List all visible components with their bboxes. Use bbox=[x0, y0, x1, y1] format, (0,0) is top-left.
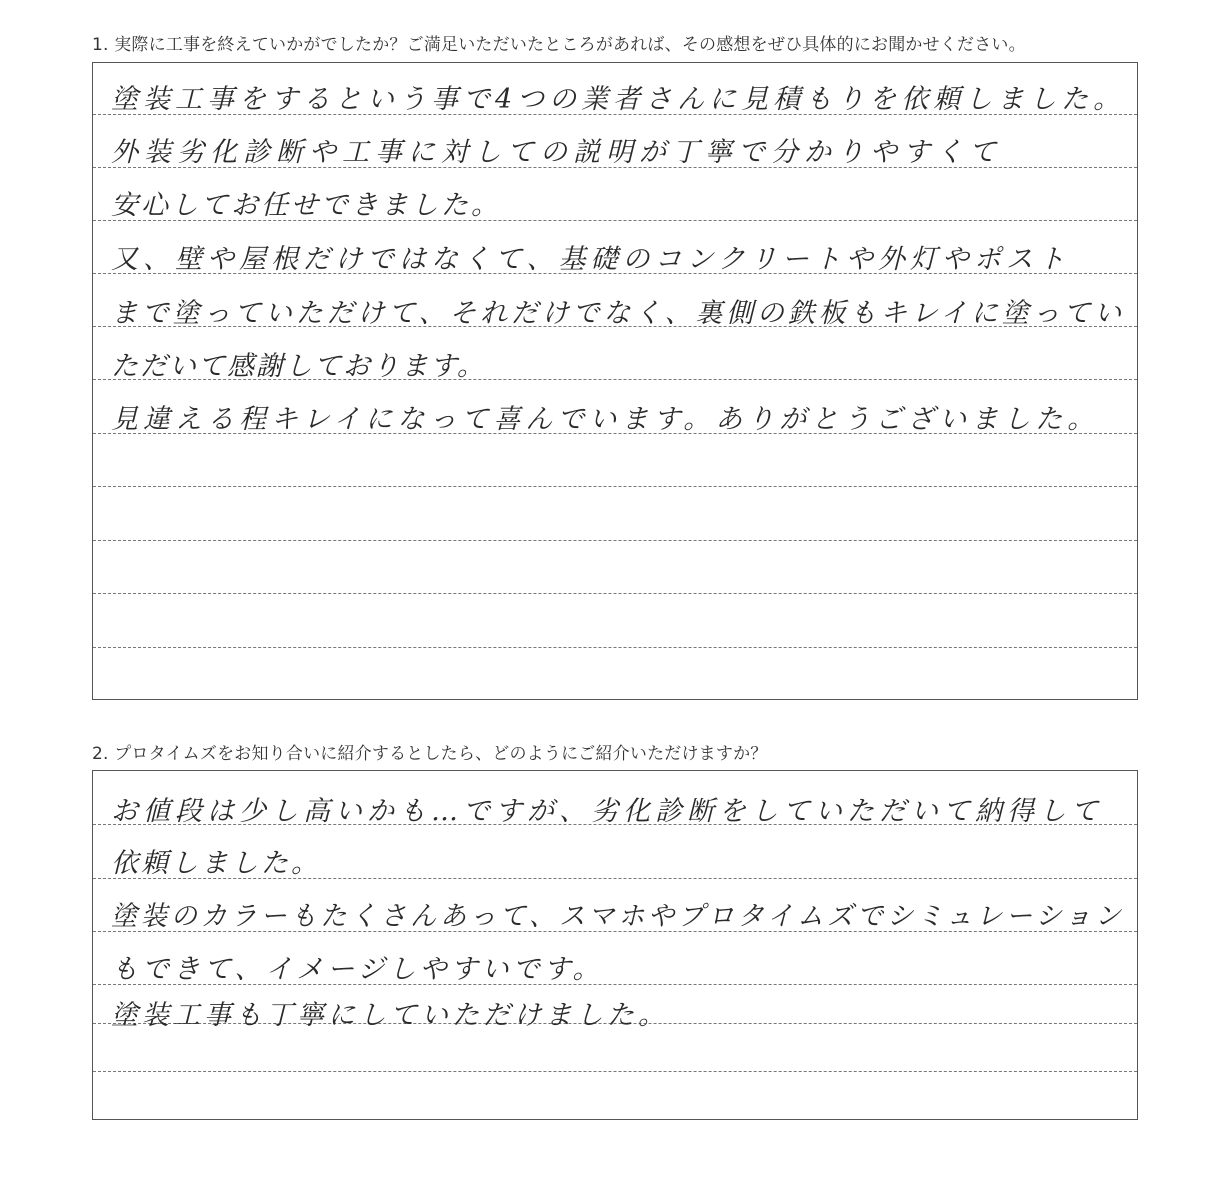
answer-box-2 bbox=[92, 770, 1138, 1120]
ruled-line bbox=[93, 486, 1137, 487]
answer-1-line-2: 外装劣化診断や工事に対しての説明が丁寧で分かりやすくて bbox=[111, 137, 1002, 168]
answer-1-line-1: 塗装工事をするという事で4つの業者さんに見積もりを依頼しました。 bbox=[111, 84, 1126, 115]
question-2-label: 2. プロタイムズをお知り合いに紹介するとしたら、どのようにご紹介いただけますか？ bbox=[92, 744, 768, 764]
answer-1-line-6: ただいて感謝しております。 bbox=[111, 351, 486, 382]
question-1-label: 1. 実際に工事を終えていかがでしたか？ご満足いただいたところがあれば、その感想をぜひ具体的にお聞かせください。 bbox=[92, 35, 1026, 55]
answer-2-line-5: 塗装工事も丁寧にしていただけました。 bbox=[111, 1000, 669, 1031]
ruled-line bbox=[93, 647, 1137, 648]
answer-2-line-4: もできて、イメージしやすいです。 bbox=[111, 954, 604, 985]
answer-2-line-1: お値段は少し高いかも…ですが、劣化診断をしていただいて納得して bbox=[111, 796, 1103, 827]
answer-2-line-2: 依頼しました。 bbox=[111, 848, 321, 879]
answer-1-line-4: 又、壁や屋根だけではなくて、基礎のコンクリートや外灯やポスト bbox=[111, 244, 1070, 275]
ruled-line bbox=[93, 593, 1137, 594]
answer-1-line-7: 見違える程キレイになって喜んでいます。ありがとうございました。 bbox=[111, 404, 1100, 435]
ruled-line bbox=[93, 540, 1137, 541]
answer-box-1 bbox=[92, 62, 1138, 700]
ruled-line bbox=[93, 1071, 1137, 1072]
answer-1-line-5: まで塗っていただけて、それだけでなく、裏側の鉄板もキレイに塗ってい bbox=[111, 298, 1126, 329]
answer-2-line-3: 塗装のカラーもたくさんあって、スマホやプロタイムズでシミュレーション bbox=[111, 901, 1125, 932]
answer-1-line-3: 安心してお任せできました。 bbox=[111, 190, 501, 221]
